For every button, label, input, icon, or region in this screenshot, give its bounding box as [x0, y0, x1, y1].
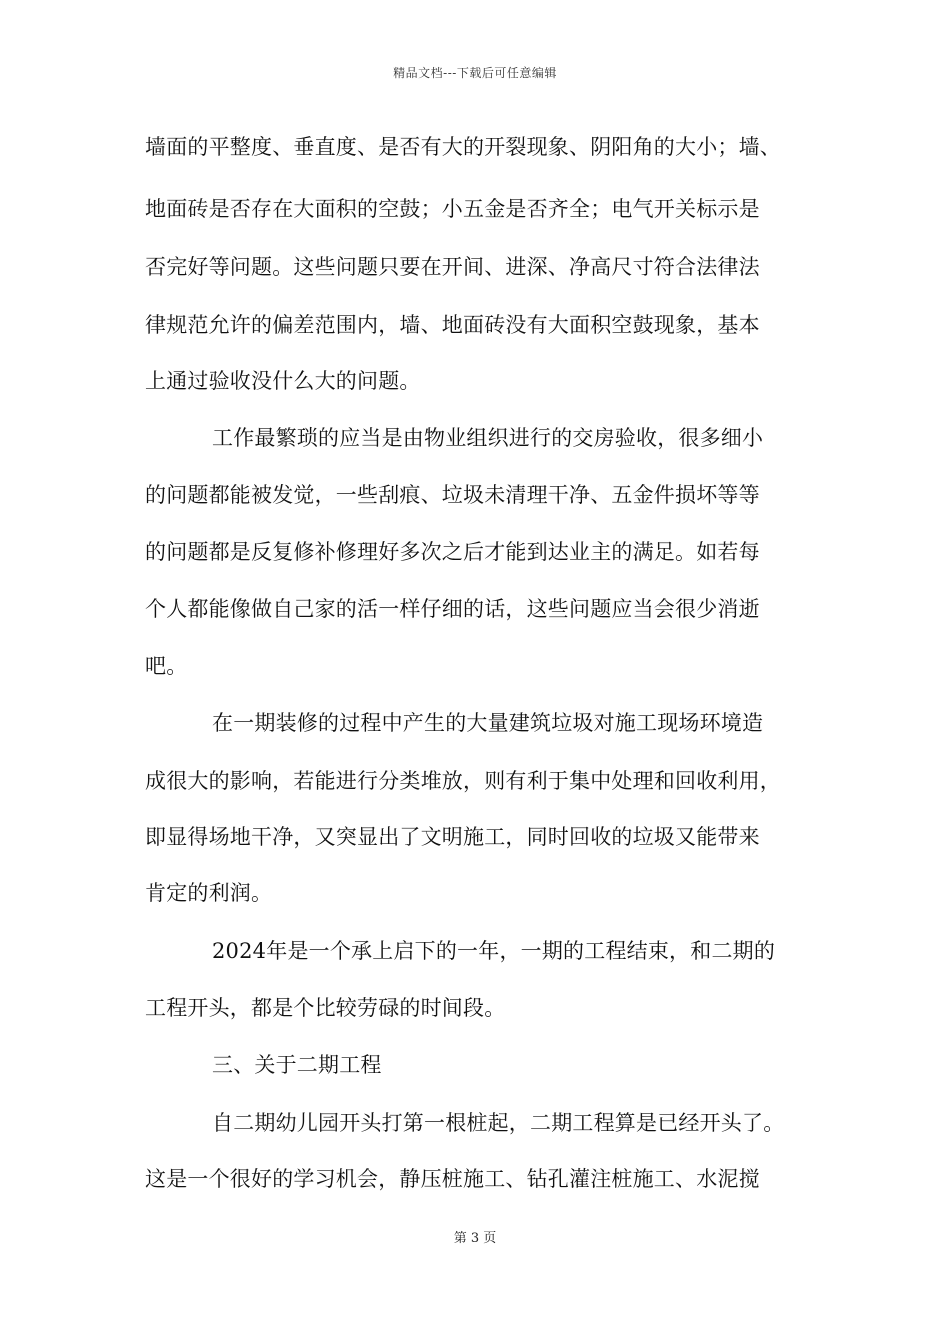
body-line: 成很大的影响，若能进行分类堆放，则有利于集中处理和回收利用，: [145, 769, 781, 793]
body-line: 即显得场地干净，又突显出了文明施工，同时回收的垃圾又能带来: [145, 825, 760, 849]
body-line: 个人都能像做自己家的活一样仔细的话，这些问题应当会很少消逝: [145, 597, 760, 621]
body-line: 地面砖是否存在大面积的空鼓；小五金是否齐全；电气开关标示是: [145, 197, 760, 221]
body-line: 的问题都能被发觉，一些刮痕、垃圾未清理干净、五金件损坏等等: [145, 483, 760, 507]
body-line: 的问题都是反复修补修理好多次之后才能到达业主的满足。如若每: [145, 540, 760, 564]
paragraph-start-line: 在一期装修的过程中产生的大量建筑垃圾对施工现场环境造: [212, 711, 764, 735]
body-line: 吧。: [145, 654, 188, 678]
paragraph-start-line: 工作最繁琐的应当是由物业组织进行的交房验收，很多细小: [212, 426, 764, 450]
paragraph-start-line: 2024年是一个承上启下的一年，一期的工程结束，和二期的: [212, 939, 776, 963]
body-line: 律规范允许的偏差范围内，墙、地面砖没有大面积空鼓现象，基本: [145, 313, 760, 337]
body-line: 墙面的平整度、垂直度、是否有大的开裂现象、阴阳角的大小；墙、: [145, 135, 781, 159]
page-number: 第 3 页: [453, 1231, 497, 1246]
body-line: 肯定的利润。: [145, 881, 273, 905]
paragraph-start-line: 自二期幼儿园开头打第一根桩起，二期工程算是已经开头了。: [212, 1111, 785, 1135]
page-header: 精品文档---下载后可任意编辑: [393, 66, 557, 80]
body-line: 否完好等问题。这些问题只要在开间、进深、净高尺寸符合法律法: [145, 255, 760, 279]
section-heading: 三、关于二期工程: [212, 1053, 382, 1077]
body-line: 上通过验收没什么大的问题。: [145, 369, 421, 393]
body-line: 这是一个很好的学习机会，静压桩施工、钻孔灌注桩施工、水泥搅: [145, 1167, 760, 1191]
body-line: 工程开头，都是个比较劳碌的时间段。: [145, 996, 506, 1020]
